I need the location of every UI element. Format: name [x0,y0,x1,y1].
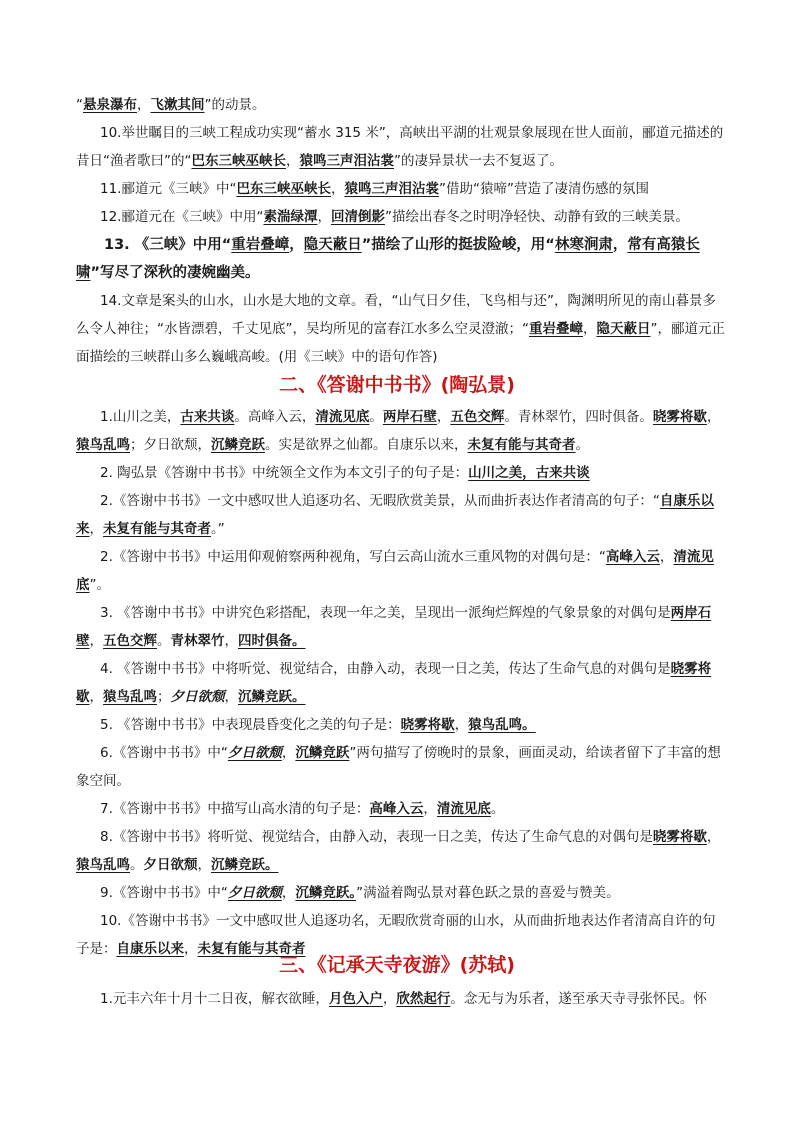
item-dxzs-3: 3. 《答谢中书书》中讲究色彩搭配，表现一年之美，呈现出一派绚烂辉煌的气象景象的对偶句是两岸石壁，五色交辉。青林翠竹，四时俱备。 [76,605,712,649]
item-dxzs-2b: 2.《答谢中书书》一文中感叹世人追逐功名、无暇欣赏美景，从而曲折表达作者清高的句子：“自康乐以来，未复有能与其奇者。” [76,493,714,537]
item-dxzs-10: 10.《答谢中书书》一文中感叹世人追逐功名，无暇欣赏奇丽的山水，从而曲折地表达作者清高自许的句子是：自康乐以来，未复有能与其奇者 [76,913,716,957]
item-quote-tail: “悬泉瀑布，飞漱其间”的动景。 [76,97,266,113]
item-cts-1: 1.元丰六年十月十二日夜，解衣欲睡，月色入户，欣然起行。念无与为乐者，遂至承天寺寻张怀民。怀 [100,991,707,1007]
item-sanxia-10: 10.举世瞩目的三峡工程成功实现“蓄水 315 米”，高峡出平湖的壮观景象展现在世人面前，郦道元描述的昔日“渔者歌曰”的“巴东三峡巫峡长，猿鸣三声泪沾裳”的凄异景状一去不复返了。 [76,125,724,169]
item-dxzs-4: 4. 《答谢中书书》中将听觉、视觉结合，由静入动，表现一日之美，传达了生命气息的对偶句是晓雾将歇，猿鸟乱鸣；夕日欲颓，沉鳞竞跃。 [76,661,712,705]
item-dxzs-2c: 2.《答谢中书书》中运用仰观俯察两种视角，写白云高山流水三重风物的对偶句是：“高峰入云，清流见底”。 [76,549,714,593]
item-dxzs-2a: 2. 陶弘景《答谢中书书》中统领全文作为本文引子的句子是：山川之美，古来共谈 [100,465,590,481]
item-dxzs-1: 1.山川之美，古来共谈。高峰入云，清流见底。两岸石壁，五色交辉。青林翠竹，四时俱备。晓雾将歇，猿鸟乱鸣；夕日欲颓，沉鳞竞跃。实是欲界之仙都。自康乐以来，未复有能与其奇者。 [76,409,721,453]
item-sanxia-14: 14.文章是案头的山水，山水是大地的文章。看，“山气日夕佳，飞鸟相与还”，陶渊明所见的南山暮景多么令人神往；“水皆漂碧，千丈见底”，吴均所见的富春江水多么空灵澄澈；“重岩叠嶂，隐天蔽日”，郦道元正面描绘的三峡群山多么巍峨高峻。(用《三峡》中的语句作答) [76,293,725,365]
item-dxzs-7: 7.《答谢中书书》中描写山高水清的句子是：高峰入云，清流见底。 [100,801,505,817]
item-dxzs-9: 9.《答谢中书书》中“夕日欲颓，沉鳞竞跃。”满溢着陶弘景对暮色跃之景的喜爱与赞美。 [100,885,620,901]
section-heading-dxzs: 二、《答谢中书书》(陶弘景) [279,374,515,396]
item-dxzs-5: 5. 《答谢中书书》中表现晨昏变化之美的句子是：晓雾将歇，猿鸟乱鸣。 [100,717,536,733]
item-sanxia-13: 13. 《三峡》中用“重岩叠嶂，隐天蔽日”描绘了山形的挺拔险峻，用“林寒涧肃，常有高猿长啸”写尽了深秋的凄婉幽美。 [76,237,700,281]
item-sanxia-11: 11.郦道元《三峡》中“巴东三峡巫峡长，猿鸣三声泪沾裳”借助“猿啼”营造了凄清伤感的氛围 [100,181,649,197]
section-heading-cts: 三、《记承天寺夜游》(苏轼) [279,954,515,976]
item-dxzs-8: 8.《答谢中书书》将听觉、视觉结合，由静入动，表现一日之美，传达了生命气息的对偶句是晓雾将歇，猿鸟乱鸣。夕日欲颓，沉鳞竞跃。 [76,829,721,873]
item-dxzs-6: 6.《答谢中书书》中“夕日欲颓，沉鳞竞跃”两句描写了傍晚时的景象，画面灵动，给读者留下了丰富的想象空间。 [76,745,721,789]
item-sanxia-12: 12.郦道元在《三峡》中用“素湍绿潭，回清倒影”描绘出春冬之时明净轻快、动静有致的三峡美景。 [100,209,689,225]
